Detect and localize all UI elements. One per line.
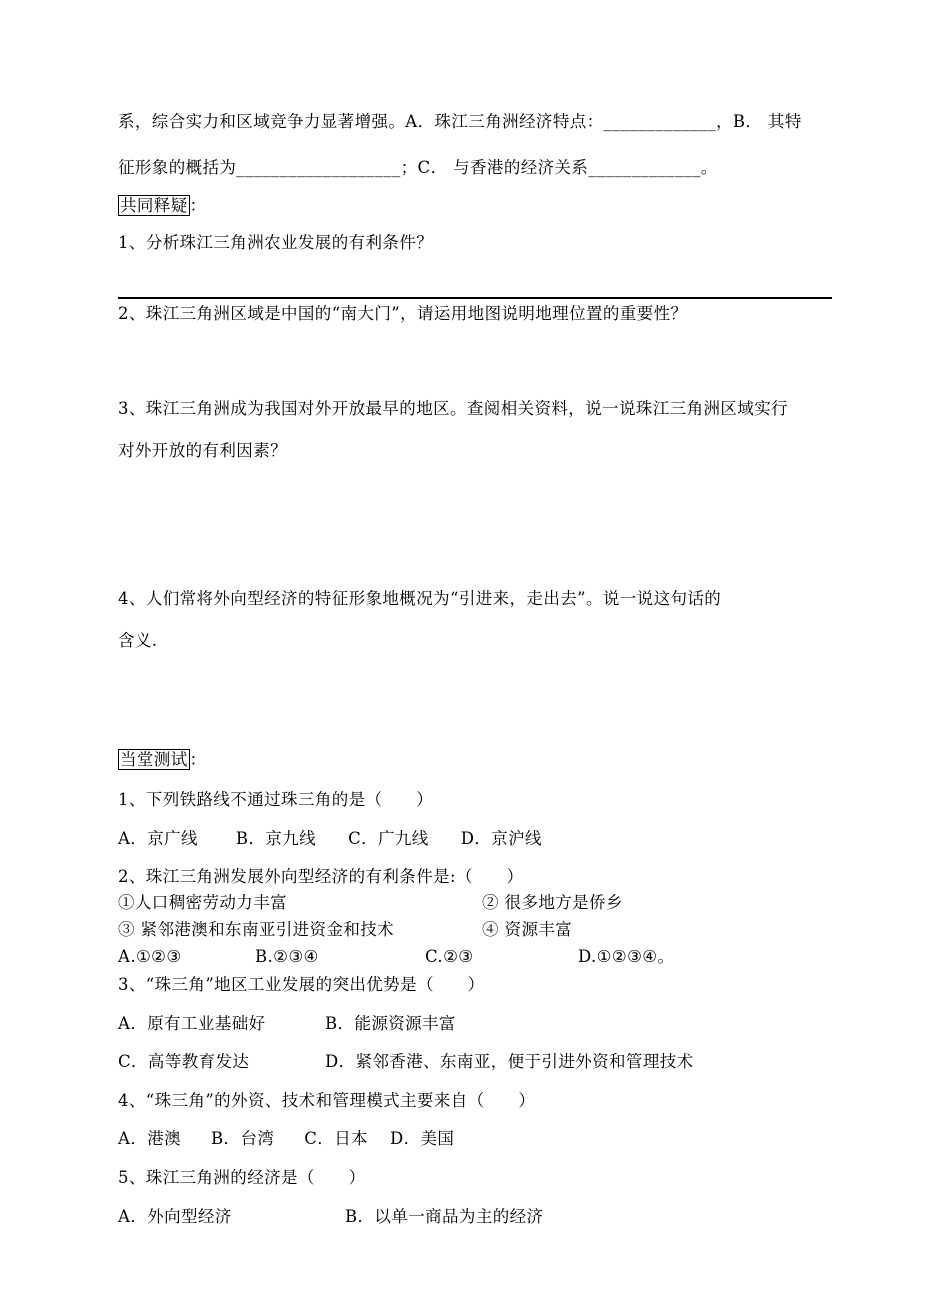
test-q2-option-b: B.②③④ (255, 947, 319, 966)
question-1: 1、分析珠江三角洲农业发展的有利条件？ (118, 233, 434, 252)
test-q3-option-c: C．高等教育发达 (118, 1052, 250, 1071)
test-q4-stem: 4、“珠三角”的外资、技术和管理模式主要来自（ ） (118, 1091, 536, 1110)
test-heading (118, 749, 207, 771)
section-rule (118, 297, 832, 299)
intro-line-2: 征形象的概括为___________________；C． 与香港的经济关系_____________。 (118, 158, 718, 177)
test-q5-option-a: A．外向型经济 (118, 1207, 232, 1226)
test-q3-option-d: D．紧邻香港、东南亚，便于引进外资和管理技术 (325, 1052, 694, 1071)
option-a: A．京广线 (118, 829, 198, 848)
option-c: C．广九线 (348, 829, 429, 848)
test-q1-stem: 1、下列铁路线不通过珠三角的是（ ） (118, 790, 434, 809)
test-q2-stem: 2、珠江三角洲发展外向型经济的有利条件是:（ ） (118, 867, 524, 886)
heading-colon: ： (189, 750, 207, 769)
test-q3-option-a: A．原有工业基础好 (118, 1014, 266, 1033)
test-q5-stem: 5、珠江三角洲的经济是（ ） (118, 1168, 366, 1187)
option-c: C．日本 (304, 1129, 368, 1148)
question-3-line-2: 对外开放的有利因素？ (118, 441, 287, 460)
test-q4-options (118, 1128, 454, 1150)
test-q2-item-1: ①人口稠密劳动力丰富 (118, 893, 287, 912)
heading-colon: ： (189, 196, 207, 215)
test-q3-option-b: B．能源资源丰富 (325, 1014, 456, 1033)
question-4-line-1: 4、人们常将外向型经济的特征形象地概况为“引进来，走出去”。说一说这句话的 (118, 589, 722, 608)
test-heading-label: 当堂测试 (120, 750, 188, 769)
test-q2-option-c: C.②③ (425, 947, 474, 966)
test-q2-item-3: ③ 紧邻港澳和东南亚引进资金和技术 (118, 920, 395, 939)
shared-questions-heading-label: 共同释疑 (120, 196, 188, 215)
test-q2-item-2: ② 很多地方是侨乡 (482, 893, 623, 912)
option-d: D．美国 (390, 1129, 455, 1148)
test-q3-stem: 3、“珠三角”地区工业发展的突出优势是（ ） (118, 975, 485, 994)
shared-questions-heading (118, 195, 207, 217)
question-3-line-1: 3、珠江三角洲成为我国对外开放最早的地区。查阅相关资料，说一说珠江三角洲区域实行 (118, 399, 788, 418)
test-q1-options (118, 828, 542, 850)
option-a: A．港澳 (118, 1129, 182, 1148)
question-4-line-2: 含义. (118, 631, 158, 650)
option-d: D．京沪线 (460, 829, 542, 848)
test-q2-option-a: A.①②③ (118, 947, 182, 966)
option-b: B．京九线 (235, 829, 317, 848)
option-b: B．台湾 (211, 1129, 275, 1148)
test-q2-option-d: D.①②③④。 (578, 947, 675, 966)
intro-line-1: 系，综合实力和区域竞争力显著增强。A．珠江三角洲经济特点：_____________，B． 其特 (118, 112, 802, 131)
question-2: 2、珠江三角洲区域是中国的“南大门”，请运用地图说明地理位置的重要性？ (118, 304, 688, 323)
test-q5-option-b: B．以单一商品为主的经济 (345, 1207, 544, 1226)
test-q2-item-4: ④ 资源丰富 (482, 920, 573, 939)
